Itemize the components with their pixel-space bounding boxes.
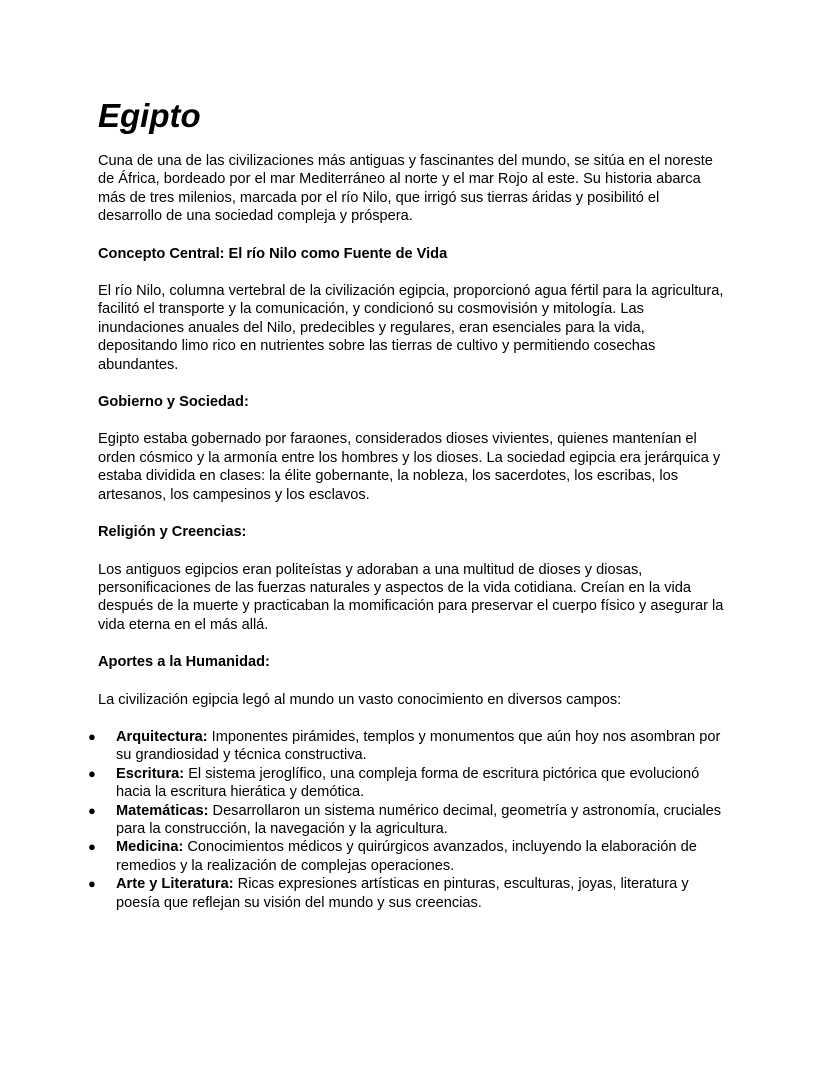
list-item-term: Medicina:: [116, 839, 184, 856]
section-heading-gobierno: Gobierno y Sociedad:: [98, 394, 249, 411]
section-body-gobierno: Egipto estaba gobernado por faraones, considerados dioses vivientes, quienes mantenían el orden cósmico y la armonía entre los hombres y los dioses. La sociedad egipcia era jerárquica y estaba dividida en clases: la élite gobernante, la nobleza, los sacerdotes, los escribas, los artesanos, los campesinos y los esclavos.: [98, 431, 721, 503]
list-item-term: Arquitectura:: [116, 728, 208, 745]
list-item-text: Ricas expresiones artísticas en pinturas, esculturas, joyas, literatura y poesía que reflejan su visión del mundo y sus creencias.: [116, 876, 689, 911]
list-item: [88, 728, 726, 765]
list-item: [88, 875, 726, 912]
contributions-list: [88, 728, 726, 912]
list-item: [88, 802, 726, 839]
document-title: Egipto: [98, 97, 201, 134]
intro-paragraph: Cuna de una de las civilizaciones más antiguas y fascinantes del mundo, se sitúa en el noreste de África, bordeado por el mar Mediterráneo al norte y el mar Rojo al este. Su historia abarca más de tres milenios, marcada por el río Nilo, que irrigó sus tierras áridas y posibilitó el desarrollo de una sociedad compleja y próspera.: [98, 153, 713, 225]
list-item-text: El sistema jeroglífico, una compleja forma de escritura pictórica que evolucionó hacia la escritura hierática y demótica.: [116, 765, 700, 801]
section-heading-religion: Religión y Creencias:: [98, 524, 247, 541]
bullet-dot-icon: ●: [88, 839, 96, 855]
list-item-text: Imponentes pirámides, templos y monumentos que aún hoy nos asombran por su grandiosidad y técnica constructiva.: [116, 728, 721, 764]
list-item-term: Matemáticas:: [116, 802, 209, 819]
bullet-dot-icon: ●: [88, 876, 96, 892]
bullet-dot-icon: ●: [88, 765, 96, 781]
list-item-term: Arte y Literatura:: [116, 876, 234, 893]
list-item: [88, 765, 726, 802]
list-item-text: Conocimientos médicos y quirúrgicos avanzados, incluyendo la elaboración de remedios y la realización de complejas operaciones.: [116, 839, 697, 874]
bullet-dot-icon: ●: [88, 728, 96, 744]
list-item: [88, 838, 726, 875]
document-page: [88, 96, 726, 912]
list-item-text: Desarrollaron un sistema numérico decimal, geometría y astronomía, cruciales para la construcción, la navegación y la agricultura.: [116, 802, 722, 837]
list-item-term: Escritura:: [116, 765, 185, 782]
bullet-dot-icon: ●: [88, 802, 96, 818]
section-body-religion: Los antiguos egipcios eran politeístas y adoraban a una multitud de dioses y diosas, personificaciones de las fuerzas naturales y aspectos de la vida cotidiana. Creían en la vida después de la muerte y practicaban la momificación para preservar el cuerpo físico y asegurar la vida eterna en el más allá.: [98, 561, 724, 633]
section-body-aportes: La civilización egipcia legó al mundo un vasto conocimiento en diversos campos:: [98, 691, 622, 708]
section-body-nilo: El río Nilo, columna vertebral de la civilización egipcia, proporcionó agua fértil para la agricultura, facilitó el transporte y la comunicación, y condicionó su cosmovisión y mitología. Las inundaciones anuales del Nilo, predecibles y regulares, eran esenciales para la vida, depositando limo rico en nutrientes sobre las tierras de cultivo y permitiendo cosechas abundantes.: [98, 283, 724, 373]
section-heading-nilo: Concepto Central: El río Nilo como Fuente de Vida: [98, 245, 448, 262]
section-heading-aportes: Aportes a la Humanidad:: [98, 654, 270, 671]
